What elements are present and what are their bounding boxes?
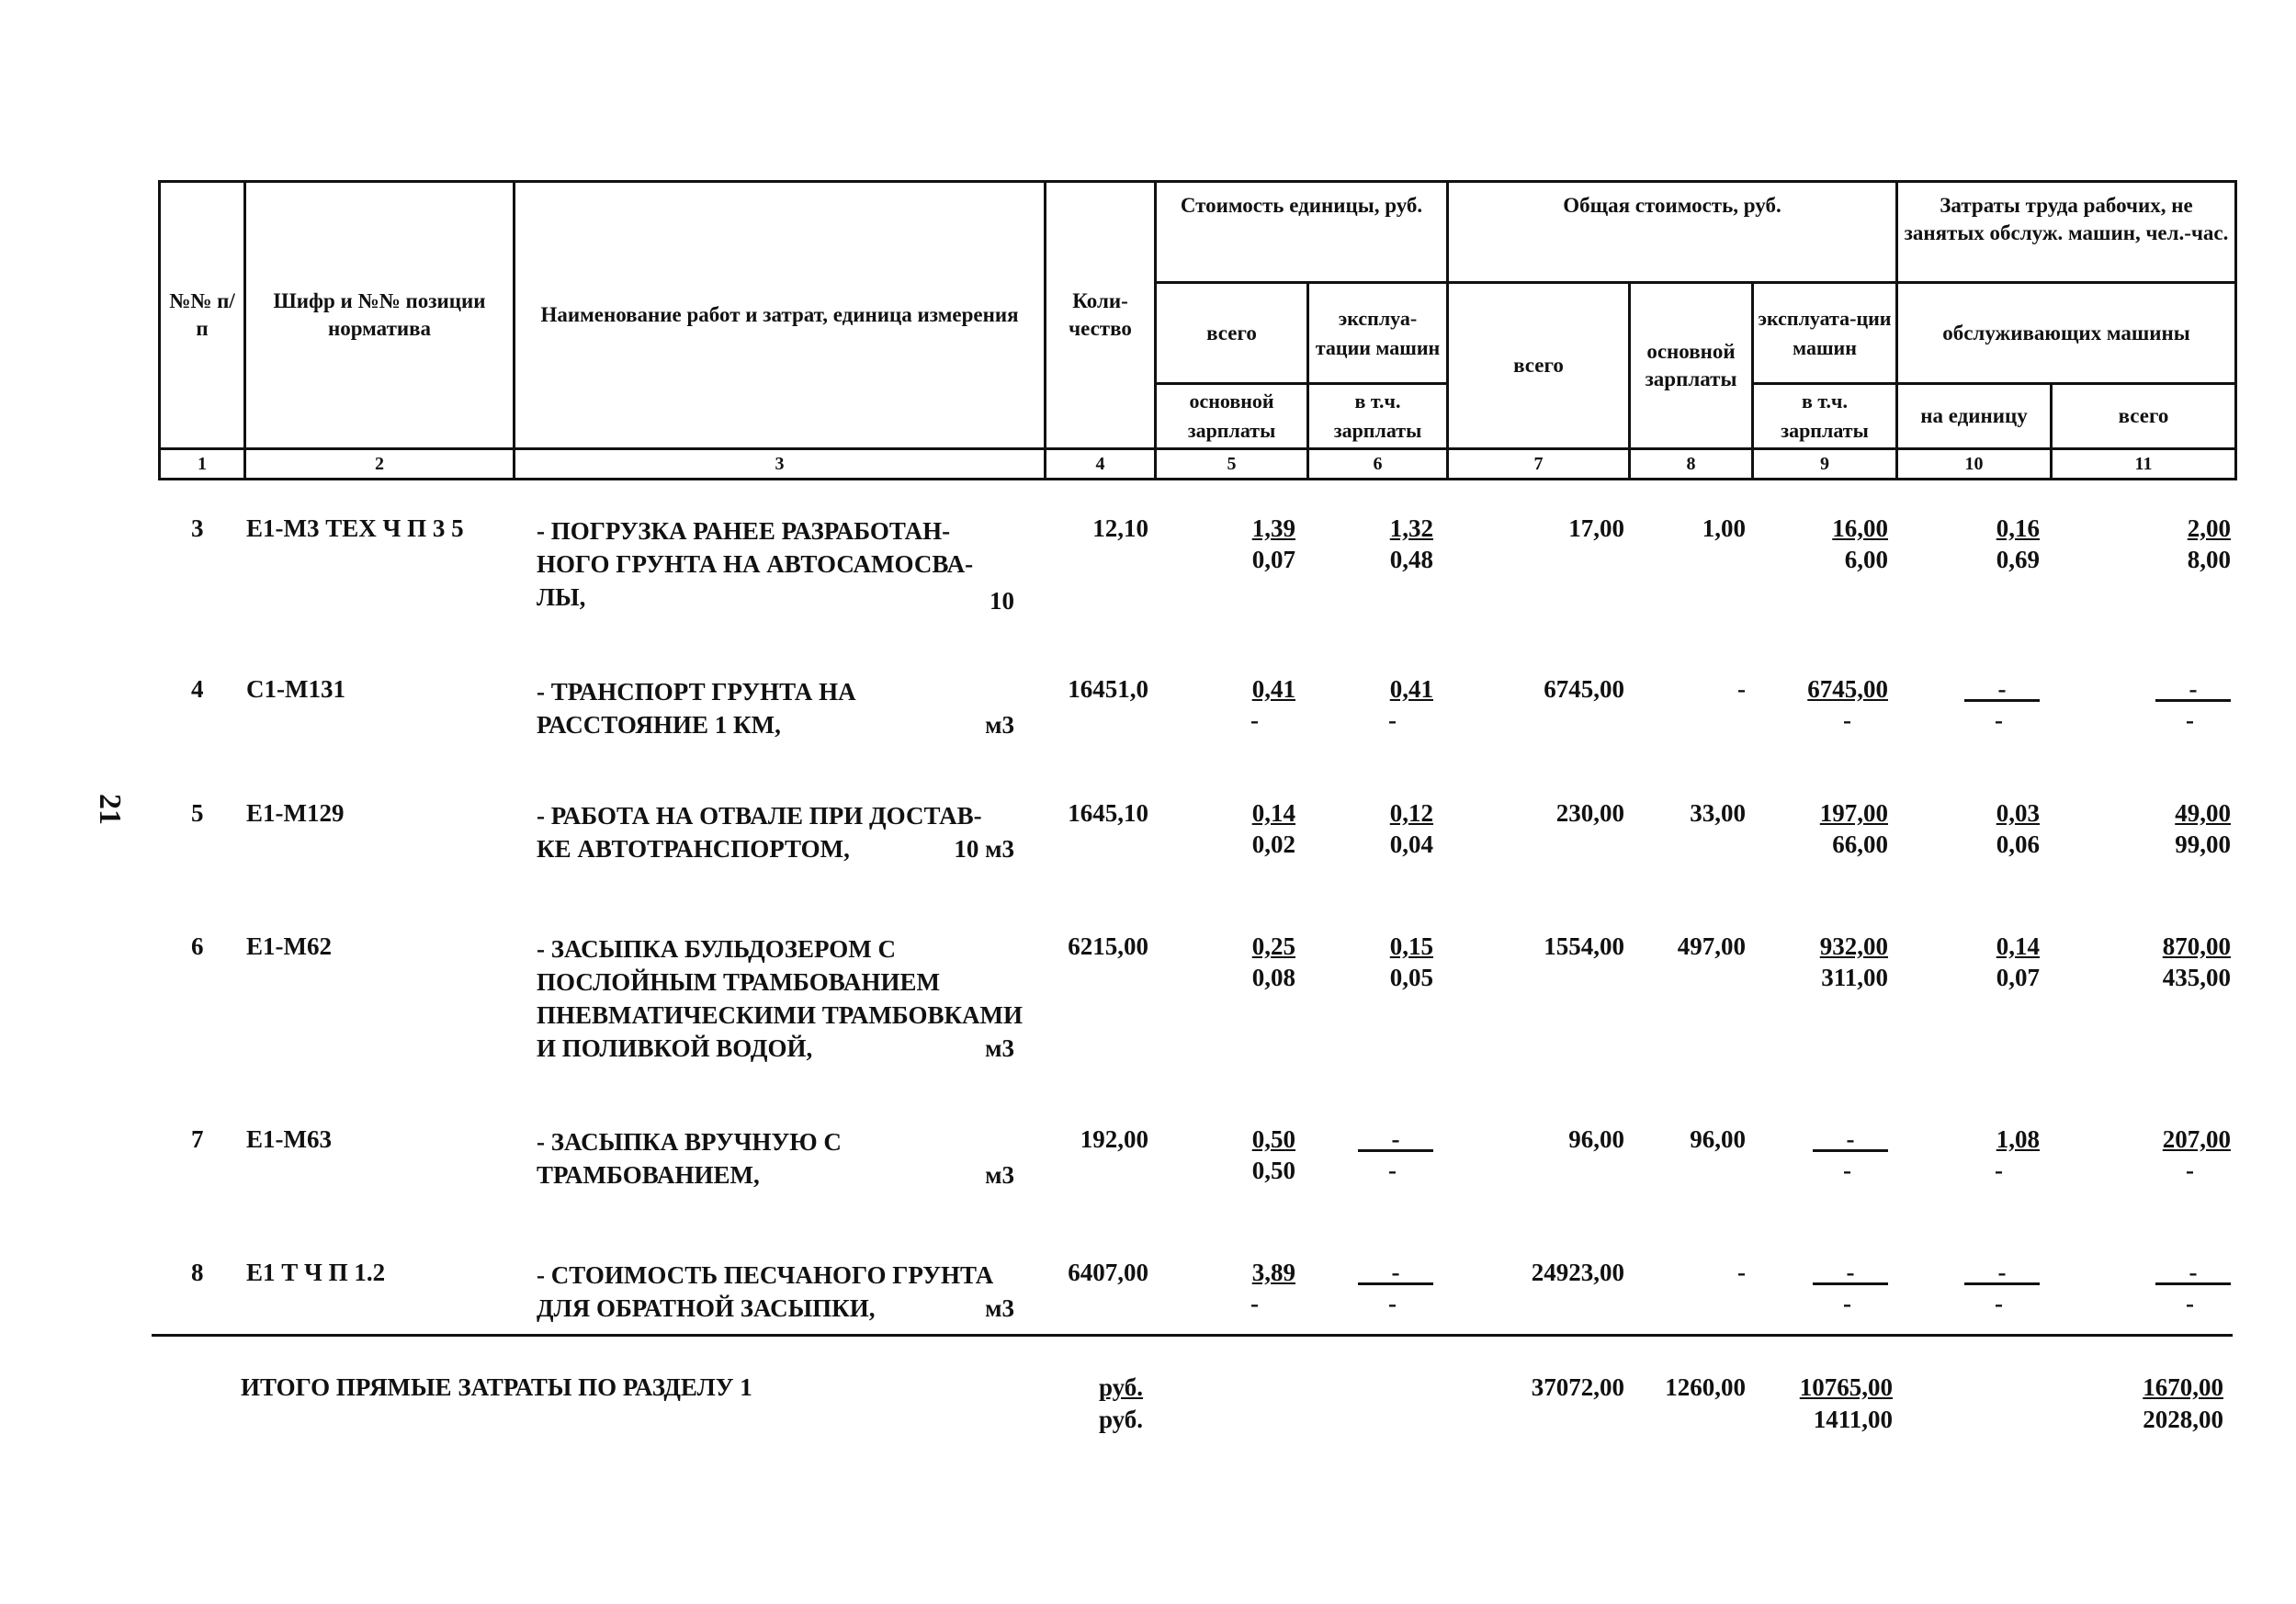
machine-cost-top-value: 197,00: [1819, 799, 1888, 827]
header-tot-machine: эксплуата-ции машин: [1753, 283, 1897, 384]
row-name: [537, 1259, 1014, 1325]
total-cost: 1554,00: [1544, 932, 1624, 960]
header-tot-incl-salary: в т.ч. зарплаты: [1753, 384, 1897, 449]
header-num: №№ п/п: [160, 182, 245, 449]
unit-machine-top-value: 0,41: [1389, 675, 1433, 703]
row-name-line: НОГО ГРУНТА НА АВТОСАМОСВА-: [537, 550, 974, 578]
unit-machine-bottom: 0,04: [1389, 830, 1433, 858]
header-qty: Коли-чество: [1046, 182, 1156, 449]
total-cost: 24923,00: [1531, 1259, 1624, 1286]
row-name: [537, 932, 1024, 1065]
row-unit: 10 м3: [954, 835, 1014, 863]
labor-total-top: [2130, 799, 2231, 828]
column-number: 9: [1753, 448, 1897, 479]
row-name-line: - ЗАСЫПКА БУЛЬДОЗЕРОМ С: [537, 935, 897, 963]
total-cost: 230,00: [1555, 799, 1624, 827]
unit-machine-top: [1332, 932, 1433, 961]
labor-total-bottom: -: [2186, 1290, 2194, 1317]
header-name: Наименование работ и затрат, единица измерения: [515, 182, 1046, 449]
machine-cost-top-value: 6745,00: [1807, 675, 1888, 703]
total-unit: руб.: [1099, 1373, 1144, 1401]
total-cost: 37072,00: [1531, 1373, 1624, 1401]
column-number: 5: [1156, 448, 1308, 479]
row-number: 5: [191, 799, 204, 827]
unit-machine-top-value: -: [1358, 1262, 1433, 1285]
unit-cost-top-value: 0,41: [1251, 675, 1295, 703]
labor-total-bottom: 8,00: [2187, 546, 2231, 573]
unit-machine-bottom: -: [1388, 706, 1397, 734]
row-number: 8: [191, 1259, 204, 1286]
machine-cost-top: [1787, 514, 1888, 543]
labor-per-unit-top: [1939, 675, 2040, 704]
unit-cost-bottom: 0,02: [1251, 830, 1295, 858]
row-number: 3: [191, 514, 204, 542]
row-name-line: И ПОЛИВКОЙ ВОДОЙ,: [537, 1034, 813, 1062]
unit-machine-bottom: -: [1388, 1157, 1397, 1184]
row-number: 7: [191, 1125, 204, 1153]
header-unit-incl-salary: в т.ч. зарплаты: [1308, 384, 1448, 449]
row-unit: м3: [985, 1161, 1014, 1189]
row-code: Е1-М129: [246, 799, 345, 827]
machine-cost-bottom: 66,00: [1832, 830, 1888, 858]
labor-total-top: [2130, 675, 2231, 704]
row-name: [537, 514, 1014, 614]
unit-machine-bottom: -: [1388, 1290, 1397, 1317]
header-serving-machines: обслуживающих машины: [1897, 283, 2236, 384]
header-labor: Затраты труда рабочих, не занятых обслуж. машин, чел.-час.: [1897, 182, 2236, 283]
row-name: [537, 1125, 1014, 1192]
unit-machine-top: [1332, 675, 1433, 704]
labor-total-top: [2130, 932, 2231, 961]
labor-total-top: [2130, 1125, 2231, 1154]
unit-cost-top: [1194, 932, 1295, 961]
labor-per-unit-top-value: 0,16: [1996, 514, 2040, 542]
unit-cost-top-value: 1,39: [1251, 514, 1295, 542]
base-salary: -: [1737, 675, 1746, 703]
estimate-table-body: [0, 496, 2296, 1525]
unit-machine-top: [1332, 514, 1433, 543]
unit-cost-top-value: 0,25: [1251, 932, 1295, 960]
header-labor-total: всего: [2052, 384, 2236, 449]
unit-cost-top: [1194, 1259, 1295, 1287]
labor-per-unit-top: [1939, 932, 2040, 961]
row-unit: 10: [990, 587, 1014, 615]
labor-total-bottom: -: [2186, 706, 2194, 734]
header-tot-base-salary: основной зарплаты: [1630, 283, 1753, 449]
estimate-table-header: [158, 180, 2237, 480]
unit-cost-bottom: 0,08: [1251, 964, 1295, 991]
labor-total-top: [2130, 514, 2231, 543]
column-number: 6: [1308, 448, 1448, 479]
header-unit-total: всего: [1156, 283, 1308, 384]
total-cost: 6745,00: [1544, 675, 1624, 703]
unit-machine-top: [1332, 799, 1433, 828]
unit-cost-bottom: 0,50: [1251, 1157, 1295, 1184]
machine-cost-top-value: 16,00: [1832, 514, 1888, 542]
machine-cost-bottom: -: [1843, 1157, 1851, 1184]
machine-cost-top: [1787, 932, 1888, 961]
total-machine-salary: 1411,00: [1813, 1406, 1893, 1433]
column-number: 2: [245, 448, 515, 479]
machine-cost-bottom: -: [1843, 706, 1851, 734]
labor-total-top-value: 49,00: [2175, 799, 2231, 827]
labor-total-top: [2130, 1259, 2231, 1287]
row-name: [537, 799, 1014, 865]
unit-cost-bottom: -: [1250, 1290, 1259, 1317]
machine-cost-top-value: -: [1813, 1129, 1888, 1152]
labor-per-unit-bottom: -: [1995, 1290, 2003, 1317]
machine-cost-top-value: 932,00: [1819, 932, 1888, 960]
labor-per-unit-top: [1939, 1125, 2040, 1154]
row-name-line: - ЗАСЫПКА ВРУЧНУЮ С: [537, 1128, 842, 1156]
header-per-unit: на единицу: [1897, 384, 2052, 449]
column-number: 11: [2052, 448, 2236, 479]
unit-machine-top-value: 0,12: [1389, 799, 1433, 827]
machine-cost-bottom: 311,00: [1821, 964, 1888, 991]
row-name-line: ЛЫ,: [537, 583, 586, 611]
column-number: 4: [1046, 448, 1156, 479]
header-total-cost: Общая стоимость, руб.: [1448, 182, 1897, 283]
total-cost: 96,00: [1568, 1125, 1624, 1153]
row-quantity: 6215,00: [1068, 932, 1148, 960]
labor-per-unit-bottom: 0,06: [1996, 830, 2040, 858]
unit-cost-bottom: 0,07: [1251, 546, 1295, 573]
machine-cost-bottom: -: [1843, 1290, 1851, 1317]
labor-per-unit-bottom: 0,07: [1996, 964, 2040, 991]
base-salary: -: [1737, 1259, 1746, 1286]
row-code: Е1-М3 ТЕХ Ч П 3 5: [246, 514, 464, 542]
labor-per-unit-bottom: 0,69: [1996, 546, 2040, 573]
labor-per-unit-top-value: 0,03: [1996, 799, 2040, 827]
unit-cost-top-value: 0,14: [1251, 799, 1295, 827]
labor-total-bottom: 99,00: [2175, 830, 2231, 858]
labor-per-unit-top-value: -: [1964, 1262, 2040, 1285]
header-unit-base-salary: основной зарплаты: [1156, 384, 1308, 449]
row-code: С1-М131: [246, 675, 345, 703]
machine-cost-top: [1787, 1259, 1888, 1287]
table-row: [0, 496, 2296, 652]
base-salary: 497,00: [1677, 932, 1746, 960]
total-divider: [152, 1334, 2233, 1337]
column-number: 7: [1448, 448, 1630, 479]
column-number: 3: [515, 448, 1046, 479]
unit-cost-top: [1194, 799, 1295, 828]
row-name-line: - ТРАНСПОРТ ГРУНТА НА: [537, 678, 856, 706]
row-name-line: - ПОГРУЗКА РАНЕЕ РАЗРАБОТАН-: [537, 517, 951, 545]
unit-cost-top: [1194, 514, 1295, 543]
row-name-line: ПОСЛОЙНЫМ ТРАМБОВАНИЕМ: [537, 968, 941, 996]
header-tot-total: всего: [1448, 283, 1630, 449]
labor-per-unit-top-value: -: [1964, 679, 2040, 702]
labor-total-top-value: 207,00: [2162, 1125, 2231, 1153]
labor-per-unit-top: [1939, 799, 2040, 828]
unit-cost-top: [1194, 1125, 1295, 1154]
header-code: Шифр и №№ позиции норматива: [245, 182, 515, 449]
row-quantity: 16451,0: [1068, 675, 1148, 703]
row-code: Е1 Т Ч П 1.2: [246, 1259, 386, 1286]
machine-cost-top: [1787, 675, 1888, 704]
total-cost: 17,00: [1568, 514, 1624, 542]
row-name-line: ТРАМБОВАНИЕМ,: [537, 1161, 760, 1189]
labor-per-unit-top: [1939, 514, 2040, 543]
row-quantity: 6407,00: [1068, 1259, 1148, 1286]
row-quantity: 1645,10: [1068, 799, 1148, 827]
row-code: Е1-М62: [246, 932, 332, 960]
row-name: [537, 675, 1014, 741]
labor-per-unit-top: [1939, 1259, 2040, 1287]
base-salary: 1,00: [1702, 514, 1746, 542]
machine-cost-top-value: -: [1813, 1262, 1888, 1285]
total-labor-total: 2028,00: [2143, 1406, 2223, 1433]
labor-total-bottom: -: [2186, 1157, 2194, 1184]
unit-cost-bottom: -: [1250, 706, 1259, 734]
column-number: 8: [1630, 448, 1753, 479]
machine-cost-bottom: 6,00: [1844, 546, 1888, 573]
total-machine-cost: 10765,00: [1799, 1373, 1893, 1401]
row-name-line: ПНЕВМАТИЧЕСКИМИ ТРАМБОВКАМИ: [537, 1001, 1024, 1029]
labor-total-top-value: 2,00: [2187, 514, 2231, 542]
unit-machine-top-value: 0,15: [1389, 932, 1433, 960]
machine-cost-top: [1787, 1125, 1888, 1154]
labor-total-top-value: -: [2155, 679, 2231, 702]
unit-machine-top: [1332, 1125, 1433, 1154]
page-number: 21: [93, 794, 127, 825]
labor-total-top-value: 870,00: [2162, 932, 2231, 960]
unit-machine-top-value: 1,32: [1389, 514, 1433, 542]
row-name-line: ДЛЯ ОБРАТНОЙ ЗАСЫПКИ,: [537, 1294, 876, 1322]
labor-per-unit-top-value: 1,08: [1996, 1125, 2040, 1153]
base-salary: 33,00: [1690, 799, 1746, 827]
row-name-line: - СТОИМОСТЬ ПЕСЧАНОГО ГРУНТА: [537, 1261, 994, 1289]
header-unit-machine: эксплуа-тации машин: [1308, 283, 1448, 384]
unit-cost-top-value: 0,50: [1251, 1125, 1295, 1153]
total-labor: 1670,00: [2143, 1373, 2223, 1401]
row-number: 4: [191, 675, 204, 703]
total-label: ИТОГО ПРЯМЫЕ ЗАТРАТЫ ПО РАЗДЕЛУ 1: [241, 1373, 752, 1401]
row-unit: м3: [985, 1034, 1014, 1062]
row-name-line: РАССТОЯНИЕ 1 КМ,: [537, 711, 781, 739]
total-base-salary: 1260,00: [1665, 1373, 1746, 1401]
machine-cost-top: [1787, 799, 1888, 828]
labor-per-unit-bottom: -: [1995, 1157, 2003, 1184]
column-number: 1: [160, 448, 245, 479]
unit-machine-top: [1332, 1259, 1433, 1287]
total-unit: руб.: [1099, 1406, 1144, 1433]
row-name-line: - РАБОТА НА ОТВАЛЕ ПРИ ДОСТАВ-: [537, 802, 982, 830]
table-row: [0, 914, 2296, 1070]
row-name-line: КЕ АВТОТРАНСПОРТОМ,: [537, 835, 850, 863]
column-number: 10: [1897, 448, 2052, 479]
base-salary: 96,00: [1690, 1125, 1746, 1153]
unit-cost-top-value: 3,89: [1251, 1259, 1295, 1286]
row-number: 6: [191, 932, 204, 960]
row-quantity: 192,00: [1080, 1125, 1148, 1153]
unit-machine-bottom: 0,48: [1389, 546, 1433, 573]
unit-cost-top: [1194, 675, 1295, 704]
labor-per-unit-bottom: -: [1995, 706, 2003, 734]
unit-machine-top-value: -: [1358, 1129, 1433, 1152]
labor-total-bottom: 435,00: [2162, 964, 2231, 991]
labor-total-top-value: -: [2155, 1262, 2231, 1285]
unit-machine-bottom: 0,05: [1389, 964, 1433, 991]
header-unit-cost: Стоимость единицы, руб.: [1156, 182, 1448, 283]
row-quantity: 12,10: [1092, 514, 1148, 542]
row-unit: м3: [985, 1294, 1014, 1322]
row-code: Е1-М63: [246, 1125, 332, 1153]
row-unit: м3: [985, 711, 1014, 739]
labor-per-unit-top-value: 0,14: [1996, 932, 2040, 960]
